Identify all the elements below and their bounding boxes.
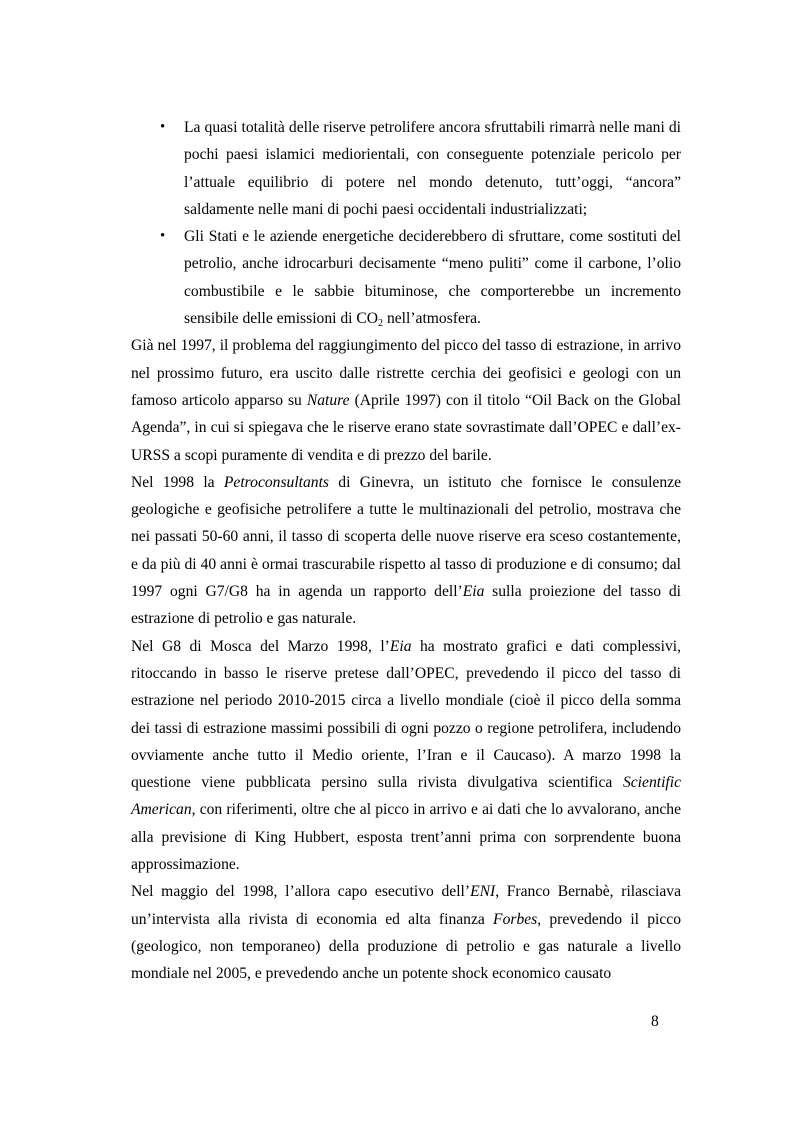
- paragraph-g8-text-b: ha mostrato grafici e dati complessivi, ritoccando in basso le riserve pretese dall’OPEC, prevedendo il picco del tasso di estrazione nel periodo 2010-2015 circa a livello mondiale (cioè il picco della somma dei tassi di estrazione massimi possibili di ogni pozzo o regione petrolifera, includendo ovviamente anche tutto il Medio oriente, l’Iran e il Caucaso). A marzo 1998 la questione viene pubblicata persino sulla rivista divulgativa scientifica: [131, 637, 681, 792]
- paragraph-petro-text-a: Nel 1998 la: [131, 473, 224, 491]
- paragraph-petro-text-b: di Ginevra, un istituto che fornisce le consulenze geologiche e geofisiche petrolifere a tutte le multinazionali del petrolio, mostrava che nei passati 50-60 anni, il tasso di scoperta delle nuove riserve era sceso costantemente, e da più di 40 anni è ormai trascurabile rispetto al tasso di produzione e di consumo; dal 1997 ogni G7/G8 ha in agenda un rapporto dell’: [131, 473, 681, 601]
- list-item: [131, 114, 681, 223]
- eni-name: ENI: [470, 883, 496, 901]
- scientific-american-title: Scientific American: [131, 774, 681, 819]
- paragraph-1997: [131, 332, 681, 468]
- bullet-text-2: Gli Stati e le aziende energetiche deciderebbero di sfruttare, come sostituti del petrolio, anche idrocarburi decisamente “meno puliti” come il carbone, l’olio combustibile e le sabbie bituminose, che comporterebbe un incremento sensibile delle emissioni di CO: [184, 228, 681, 328]
- eia-name: Eia: [389, 637, 412, 655]
- co2-subscript: 2: [378, 318, 384, 330]
- paragraph-eni-text-a: Nel maggio del 1998, l’allora capo esecutivo dell’: [131, 883, 471, 901]
- paragraph-petroconsultants: [131, 469, 681, 633]
- list-item: [131, 223, 681, 332]
- nature-title: Nature: [306, 391, 350, 409]
- paragraph-eni: [131, 878, 681, 987]
- body-text: [131, 114, 681, 988]
- paragraph-petro-text-c: sulla proiezione del tasso di estrazione di petrolio e gas naturale.: [131, 583, 681, 628]
- bullet-icon: •: [160, 228, 166, 245]
- paragraph-g8-text-a: Nel G8 di Mosca del Marzo 1998, l’: [131, 637, 390, 655]
- page-number: 8: [651, 1013, 659, 1030]
- paragraph-g8-mosca: [131, 633, 681, 879]
- paragraph-eni-text-b: , Franco Bernabè, rilasciava un’intervista alla rivista di economia ed alta finanza: [131, 883, 681, 928]
- paragraph-g8-text-c: , con riferimenti, oltre che al picco in arrivo e ai dati che lo avvalorano, anche alla previsione di King Hubbert, esposta trent’anni prima con sorprendente buona approssimazione.: [131, 801, 681, 874]
- bullet-text-1: La quasi totalità delle riserve petrolifere ancora sfruttabili rimarrà nelle mani di pochi paesi islamici mediorientali, con conseguente potenziale pericolo per l’attuale equilibrio di potere nel mondo detenuto, tutt’oggi, “ancora” saldamente nelle mani di pochi paesi occidentali industrializzati;: [184, 119, 681, 218]
- paragraph-1997-text-b: (Aprile 1997) con il titolo “Oil Back on the Global Agenda”, in cui si spiegava che le riserve erano state sovrastimate dall’OPEC e dall’ex-URSS a scopi puramente di vendita e di prezzo del barile.: [131, 391, 681, 464]
- bullet-list: [131, 114, 681, 332]
- bullet-text-2-end: nell’atmosfera.: [383, 310, 481, 328]
- bullet-icon: •: [160, 119, 166, 135]
- eia-name: Eia: [462, 583, 485, 601]
- paragraph-eni-text-c: , prevedendo il picco (geologico, non temporaneo) della produzione di petrolio e gas naturale a livello mondiale nel 2005, e prevedendo anche un potente shock economico causato: [131, 910, 682, 983]
- petroconsultants-name: Petroconsultants: [223, 473, 329, 491]
- forbes-title: Forbes: [493, 910, 538, 928]
- paragraph-1997-text-a: Già nel 1997, il problema del raggiungimento del picco del tasso di estrazione, in arrivo nel prossimo futuro, era uscito dalle ristrette cerchia dei geofisici e geologi con un famoso articolo apparso su: [131, 337, 681, 409]
